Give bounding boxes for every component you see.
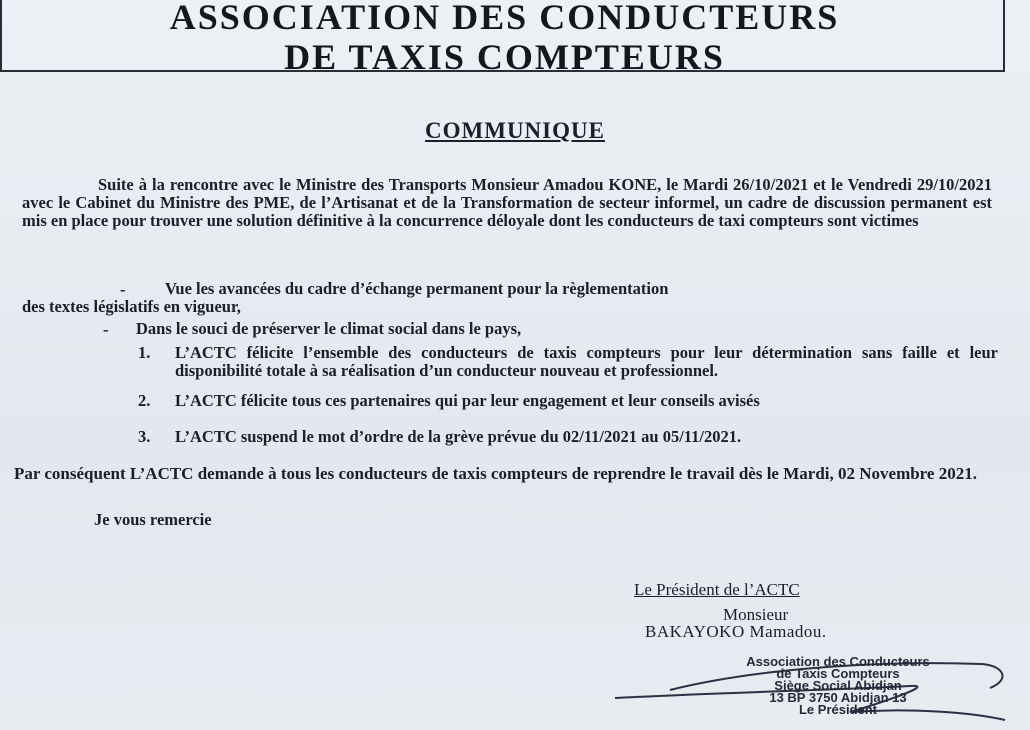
intro-name: Monsieur Amadou KONE <box>471 175 658 194</box>
consideration-dash-2: - <box>103 320 109 339</box>
consideration-2-line-1: Dans le souci de préserver le climat social dans le pays, <box>136 319 522 338</box>
list-item-text: L’ACTC félicite tous ces partenaires qui par leur engagement et leur conseils avisés <box>175 391 760 410</box>
signature-honorific: Monsieur <box>723 605 789 624</box>
signature-title: Le Président de l’ACTC <box>634 580 800 599</box>
stamp-line-4: 13 BP 3750 Abidjan 13 <box>769 690 907 705</box>
list-item-number: 1. <box>138 343 151 362</box>
intro-paragraph <box>22 176 992 230</box>
signature-name: BAKAYOKO Mamadou. <box>645 622 827 641</box>
conclusion-paragraph: Par conséquent L’ACTC demande à tous les conducteurs de taxis compteurs de reprendre le travail dès le Mardi, 02 Novembre 2021. <box>14 464 977 483</box>
association-stamp <box>688 656 988 726</box>
list-item-text: L’ACTC suspend le mot d’ordre de la grève prévue du 02/11/2021 au 05/11/2021. <box>175 427 742 446</box>
intro-lead: Suite à la rencontre avec le Ministre des Transports <box>98 175 472 194</box>
header-line-1: ASSOCIATION DES CONDUCTEURS <box>169 0 840 37</box>
list-item-text: L’ACTC félicite l’ensemble des conducteurs de taxis compteurs pour leur détermination sans faille et leur disponibilité totale à sa réalisation d’un conducteur nouveau et professionnel. <box>175 343 998 380</box>
header-line-2: DE TAXIS COMPTEURS <box>284 37 725 77</box>
document-title: COMMUNIQUE <box>425 118 605 143</box>
consideration-dash-1: - <box>120 280 126 299</box>
header-frame <box>0 0 1005 77</box>
stamp-line-2: de Taxis Compteurs <box>776 666 900 681</box>
list-item-number: 2. <box>138 391 151 410</box>
closing-thanks: Je vous remercie <box>94 510 212 529</box>
list-item-number: 3. <box>138 427 151 446</box>
consideration-1-line-2: des textes législatifs en vigueur, <box>22 297 241 316</box>
stamp-line-3: Siège Social Abidjan <box>774 678 902 693</box>
intro-rest: , le Mardi 26/10/2021 et le Vendredi 29/10/2021 avec le Cabinet du Ministre des PME, de l’Artisanat et de la Transformation de secteur informel, un cadre de discussion permanent est mis en place pour trouver une solution définitive à la concurrence déloyale dont les conducteurs de taxi compteurs sont victimes <box>22 175 992 230</box>
stamp-line-5: Le Président <box>798 702 878 717</box>
stamp-line-1: Association des Conducteurs <box>746 654 930 669</box>
consideration-1-line-1: Vue les avancées du cadre d’échange permanent pour la règlementation <box>165 279 669 298</box>
